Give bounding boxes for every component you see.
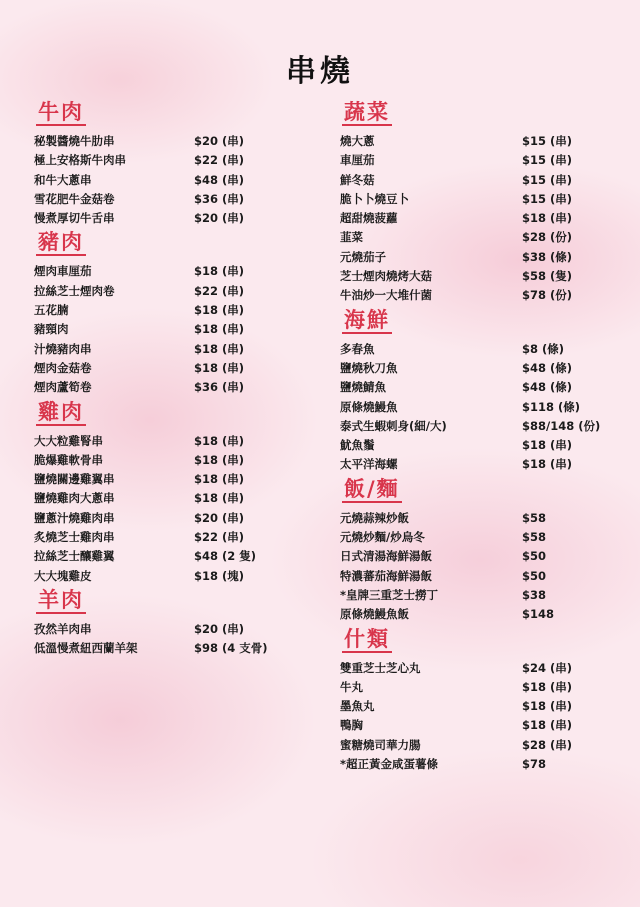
item-price: $15 (串): [522, 153, 573, 168]
item-price: $18 (串): [522, 438, 573, 453]
item-name: 墨魚丸: [340, 699, 375, 714]
item-price: $24 (串): [522, 660, 573, 675]
item-price: $22 (串): [194, 153, 245, 168]
item-price: $78: [522, 757, 547, 772]
item-price: $28 (份): [522, 230, 573, 245]
menu-item: [34, 620, 284, 639]
item-name: 鹽燒秋刀魚: [340, 360, 398, 375]
item-name: 雙重芝士芝心丸: [340, 660, 421, 675]
item-price: $58: [522, 530, 547, 545]
menu-item: [340, 378, 610, 397]
menu-section: [34, 228, 284, 397]
item-name: 拉絲芝士釀雞翼: [34, 549, 115, 564]
item-name: 五花腩: [34, 303, 69, 318]
menu-item: [340, 286, 610, 305]
item-name: 豬頸肉: [34, 322, 69, 337]
item-price: $28 (串): [522, 737, 573, 752]
section-heading: 羊肉: [38, 587, 84, 612]
section-heading: 海鮮: [344, 307, 390, 332]
item-name: *皇牌三重芝士撈丁: [340, 587, 439, 602]
item-price: $18 (串): [194, 360, 245, 375]
menu-section: [34, 98, 284, 228]
item-price: $15 (串): [522, 172, 573, 187]
menu-item: [34, 301, 284, 320]
item-price: $18 (串): [522, 457, 573, 472]
item-name: 極上安格斯牛肉串: [34, 153, 126, 168]
item-name: 太平洋海螺: [340, 457, 398, 472]
item-name: 鹽蔥汁燒雞肉串: [34, 510, 115, 525]
item-price: $50: [522, 568, 547, 583]
item-name: 鹽燒關邊雞翼串: [34, 472, 115, 487]
menu-item: [340, 132, 610, 151]
menu-item: [34, 547, 284, 566]
menu-item: [340, 509, 610, 528]
item-name: 慢煮厚切牛舌串: [34, 211, 115, 226]
item-name: 元燒炒麵/炒烏冬: [340, 530, 425, 545]
menu-item: [340, 586, 610, 605]
item-price: $18 (串): [194, 433, 245, 448]
menu-item: [34, 282, 284, 301]
menu-item: [340, 209, 610, 228]
menu-section: [340, 306, 610, 475]
menu-item: [340, 248, 610, 267]
menu-item: [340, 755, 610, 774]
menu-item: [340, 359, 610, 378]
item-name: 超甜燒菠蘿: [340, 211, 398, 226]
menu-item: [34, 171, 284, 190]
item-name: 大大粒雞腎串: [34, 433, 103, 448]
item-name: 鮮冬菇: [340, 172, 375, 187]
item-price: $18 (串): [194, 491, 245, 506]
menu-item: [34, 209, 284, 228]
item-name: 秘製醬燒牛肋串: [34, 134, 115, 148]
menu-item: [340, 736, 610, 755]
menu-item: [340, 716, 610, 735]
menu-item: [340, 151, 610, 170]
item-name: 泰式生蝦刺身(細/大): [340, 418, 447, 433]
item-name: 汁燒豬肉串: [34, 341, 92, 356]
item-name: 雪花肥牛金菇卷: [34, 191, 115, 206]
item-name: 多春魚: [340, 341, 375, 356]
menu-section: [34, 586, 284, 659]
item-price: $48 (條): [522, 380, 573, 395]
item-price: $20 (串): [194, 211, 245, 226]
item-price: $58: [522, 510, 547, 525]
menu-section: [34, 398, 284, 586]
item-name: 魷魚鬚: [340, 438, 375, 453]
item-price: $98 (4 支骨): [194, 641, 268, 656]
menu-item: [340, 697, 610, 716]
item-price: $15 (串): [522, 134, 573, 148]
item-name: 元燒蒜辣炒飯: [340, 510, 409, 525]
item-name: 炙燒芝士雞肉串: [34, 530, 115, 545]
item-name: 韮菜: [340, 230, 363, 245]
item-price: $18 (串): [194, 341, 245, 356]
item-price: $18 (串): [522, 679, 573, 694]
item-price: $18 (串): [522, 211, 573, 226]
menu-item: [34, 489, 284, 508]
menu-item: [340, 547, 610, 566]
left-column: [34, 98, 284, 659]
item-name: 拉絲芝士煙肉卷: [34, 283, 115, 298]
section-heading: 什類: [344, 626, 390, 651]
item-name: *超正黃金咸蛋薯條: [340, 757, 439, 772]
menu-item: [34, 190, 284, 209]
menu-item: [34, 567, 284, 586]
item-price: $22 (串): [194, 283, 245, 298]
item-name: 大大塊雞皮: [34, 568, 92, 583]
item-price: $18 (串): [194, 452, 245, 467]
item-name: 蜜糖燒司華力腸: [340, 737, 421, 752]
item-price: $20 (串): [194, 621, 245, 636]
menu-item: [340, 267, 610, 286]
menu-item: [340, 190, 610, 209]
item-name: 鹽燒雞肉大蔥串: [34, 491, 115, 506]
menu-item: [340, 171, 610, 190]
menu-item: [340, 340, 610, 359]
menu-item: [34, 359, 284, 378]
menu-item: [34, 451, 284, 470]
section-heading: 雞肉: [38, 399, 84, 424]
menu-item: [340, 659, 610, 678]
section-heading: 飯/麵: [344, 476, 400, 501]
item-price: $18 (塊): [194, 568, 245, 583]
item-name: 原條燒鰻魚飯: [340, 607, 409, 622]
section-heading: 蔬菜: [344, 100, 390, 124]
menu-item: [34, 639, 284, 658]
item-price: $38: [522, 587, 547, 602]
item-price: $38 (條): [522, 249, 573, 264]
item-name: 低溫慢煮紐西蘭羊架: [34, 641, 138, 656]
item-price: $48 (2 隻): [194, 549, 257, 564]
menu-item: [340, 398, 610, 417]
menu-item: [340, 436, 610, 455]
menu-item: [340, 455, 610, 474]
item-price: $36 (串): [194, 191, 245, 206]
item-price: $18 (串): [194, 322, 245, 337]
menu-section: [340, 98, 610, 306]
item-price: $48 (條): [522, 360, 573, 375]
item-name: 孜然羊肉串: [34, 621, 92, 636]
menu-item: [340, 567, 610, 586]
item-name: 脆卜卜燒豆卜: [340, 191, 409, 206]
item-price: $148: [522, 607, 555, 622]
item-price: $50: [522, 549, 547, 564]
item-price: $18 (串): [194, 264, 245, 279]
menu-item: [34, 528, 284, 547]
item-name: 原條燒鰻魚: [340, 399, 398, 414]
item-name: 牛油炒一大堆什菌: [340, 288, 432, 303]
menu-item: [34, 378, 284, 397]
menu-item: [34, 432, 284, 451]
right-column: [340, 98, 610, 774]
item-name: 脆爆雞軟骨串: [34, 452, 103, 467]
item-name: 鴨胸: [340, 718, 363, 733]
menu-item: [34, 340, 284, 359]
item-name: 鹽燒鯖魚: [340, 380, 386, 395]
item-price: $118 (條): [522, 399, 581, 414]
menu-section: [340, 625, 610, 775]
menu-section: [340, 475, 610, 625]
item-name: 元燒茄子: [340, 249, 386, 264]
item-price: $18 (串): [194, 472, 245, 487]
menu-item: [340, 417, 610, 436]
menu-item: [34, 320, 284, 339]
item-price: $15 (串): [522, 191, 573, 206]
menu-item: [34, 151, 284, 170]
item-price: $20 (串): [194, 134, 245, 148]
item-price: $58 (隻): [522, 269, 573, 284]
item-price: $18 (串): [522, 718, 573, 733]
menu-item: [34, 262, 284, 281]
menu-item: [34, 470, 284, 489]
section-heading: 牛肉: [38, 100, 84, 124]
page-title: 串燒: [286, 54, 354, 89]
item-price: $36 (串): [194, 380, 245, 395]
menu-item: [340, 228, 610, 247]
item-name: 芝士煙肉燒烤大菇: [340, 269, 432, 284]
item-price: $78 (份): [522, 288, 573, 303]
item-price: $8 (條): [522, 341, 565, 356]
item-price: $20 (串): [194, 510, 245, 525]
item-name: 特濃蕃茄海鮮湯飯: [340, 568, 432, 583]
item-price: $18 (串): [194, 303, 245, 318]
menu-item: [34, 132, 284, 151]
menu-item: [34, 509, 284, 528]
section-heading: 豬肉: [38, 230, 84, 255]
item-name: 煙肉蘆筍卷: [34, 380, 92, 395]
item-name: 牛丸: [340, 679, 363, 694]
item-name: 日式清湯海鮮湯飯: [340, 549, 432, 564]
menu-item: [340, 605, 610, 624]
item-name: 燒大蔥: [340, 134, 375, 148]
item-price: $22 (串): [194, 530, 245, 545]
item-name: 煙肉車厘茄: [34, 264, 92, 279]
item-price: $18 (串): [522, 699, 573, 714]
item-price: $88/148 (份): [522, 418, 601, 433]
menu-item: [340, 528, 610, 547]
item-name: 煙肉金菇卷: [34, 360, 92, 375]
item-price: $48 (串): [194, 172, 245, 187]
item-name: 車厘茄: [340, 153, 375, 168]
item-name: 和牛大蔥串: [34, 172, 92, 187]
menu-item: [340, 678, 610, 697]
